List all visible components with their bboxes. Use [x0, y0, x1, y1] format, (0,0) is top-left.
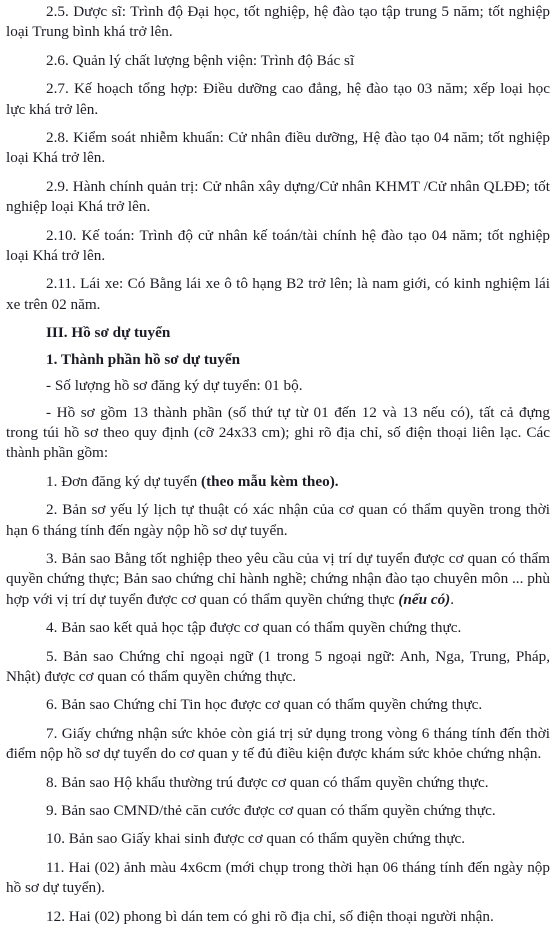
requirement-2-11: 2.11. Lái xe: Có Bằng lái xe ô tô hạng B2 trở lên; là nam giới, có kinh nghiệm lái xe trên 02 năm. [6, 275, 550, 313]
item-1: 1. Đơn đăng ký dự tuyển (theo mẫu kèm theo). [46, 472, 339, 490]
item-12: 12. Hai (02) phong bì dán tem có ghi rõ địa chỉ, số điện thoại người nhận. [46, 907, 494, 925]
requirement-2-10: 2.10. Kế toán: Trình độ cử nhân kế toán/tài chính hệ đào tạo 04 năm; tốt nghiệp loại Khá trở lên. [6, 226, 550, 265]
item-3: 3. Bản sao Bằng tốt nghiệp theo yêu cầu của vị trí dự tuyển được cơ quan có thẩm quyền chứng thực; Bản sao chứng chỉ hành nghề; chứng nhận đào tạo chuyên môn ... phù hợp với vị trí dự tuyển được cơ quan có thẩm quyền chứng thực (nếu có). [6, 549, 550, 608]
requirement-2-9: 2.9. Hành chính quản trị: Cử nhân xây dựng/Cử nhân KHMT /Cử nhân QLĐĐ; tốt nghiệp loại Khá trở lên. [6, 177, 550, 216]
item-7: 7. Giấy chứng nhận sức khỏe còn giá trị sử dụng trong vòng 6 tháng tính đến thời điểm nộp hồ sơ dự tuyển do cơ quan y tế đủ điều kiện được khám sức khỏe chứng nhận. [6, 724, 550, 763]
item-9: 9. Bản sao CMND/thẻ căn cước được cơ quan có thẩm quyền chứng thực. [46, 802, 496, 819]
item-4: 4. Bản sao kết quả học tập được cơ quan có thẩm quyền chứng thực. [46, 619, 462, 637]
item-8: 8. Bản sao Hộ khẩu thường trú được cơ quan có thẩm quyền chứng thực. [46, 773, 489, 791]
item-5: 5. Bản sao Chứng chỉ ngoại ngữ (1 trong 5 ngoại ngữ: Anh, Nga, Trung, Pháp, Nhật) được cơ quan có thẩm quyền chứng thực. [6, 647, 550, 685]
item-6: 6. Bản sao Chứng chỉ Tin học được cơ quan có thẩm quyền chứng thực. [46, 696, 483, 714]
section-heading: III. Hồ sơ dự tuyển [46, 324, 171, 342]
requirement-2-7: 2.7. Kế hoạch tổng hợp: Điều dưỡng cao đẳng, hệ đào tạo 03 năm; xếp loại học lực khá trở lên. [6, 80, 550, 118]
item-2: 2. Bản sơ yếu lý lịch tự thuật có xác nhận của cơ quan có thẩm quyền trong thời hạn 6 tháng tính đến ngày nộp hồ sơ dự tuyển. [6, 501, 550, 539]
item-11: 11. Hai (02) ảnh màu 4x6cm (mới chụp trong thời hạn 06 tháng tính đến ngày nộp hồ sơ dự tuyển). [6, 858, 550, 897]
item-10: 10. Bản sao Giấy khai sinh được cơ quan có thẩm quyền chứng thực. [46, 830, 466, 848]
requirement-2-6: 2.6. Quản lý chất lượng bệnh viện: Trình độ Bác sĩ [46, 51, 355, 69]
quantity-line: - Số lượng hồ sơ đăng ký dự tuyển: 01 bộ. [46, 377, 303, 395]
composition-paragraph: - Hồ sơ gồm 13 thành phần (số thứ tự từ 01 đến 12 và 13 nếu có), tất cả đựng trong túi hồ sơ theo quy định (cỡ 24x33 cm); ghi rõ địa chỉ, số điện thoại liên lạc. Các thành phần gồm: [6, 403, 550, 462]
requirement-2-8: 2.8. Kiểm soát nhiễm khuẩn: Cử nhân điều dưỡng, Hệ đào tạo 04 năm; tốt nghiệp loại Khá trở lên. [6, 129, 550, 167]
sub-heading: 1. Thành phần hồ sơ dự tuyển [46, 350, 241, 368]
requirement-2-5: 2.5. Dược sĩ: Trình độ Đại học, tốt nghiệp, hệ đào tạo tập trung 5 năm; tốt nghiệp loại Trung bình khá trở lên. [6, 3, 550, 41]
